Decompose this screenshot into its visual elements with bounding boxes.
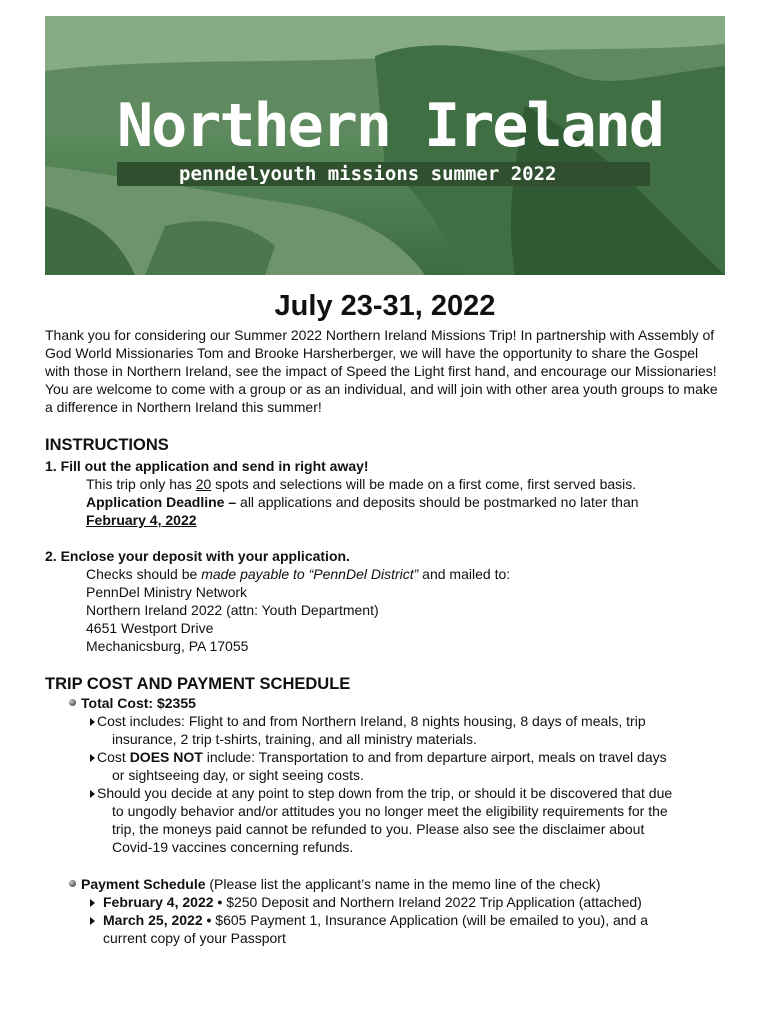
payment-2-date: March 25, 2022 •	[103, 912, 212, 928]
cost-includes-line: insurance, 2 trip t-shirts, training, and all ministry materials.	[112, 731, 477, 747]
arrow-bullet-icon	[90, 790, 95, 798]
step1-spots	[86, 475, 636, 493]
checks-text-pre: Checks should be	[86, 566, 202, 582]
total-cost: Total Cost: $2355	[81, 695, 196, 711]
payment-2-line2: current copy of your Passport	[103, 930, 286, 946]
bullet-icon	[69, 880, 76, 887]
spots-text-pre: This trip only has	[86, 476, 196, 492]
payment-schedule-note: (Please list the applicant’s name in the memo line of the check)	[205, 876, 601, 892]
payment-1	[103, 893, 642, 911]
address-line: PennDel Ministry Network	[86, 584, 248, 600]
refund-policy-line: Covid-19 vaccines concerning refunds.	[112, 839, 354, 855]
refund-policy-line: to ungodly behavior and/or attitudes you no longer meet the eligibility requirements for the	[112, 803, 668, 819]
payment-schedule-label: Payment Schedule	[81, 876, 206, 892]
bullet-icon	[69, 699, 76, 706]
trip-dates: July 23-31, 2022	[274, 290, 496, 322]
not-text-post: include: Transportation to and from departure airport, meals on travel days	[202, 749, 667, 765]
banner-title: Northern Ireland	[117, 91, 663, 161]
address-line: 4651 Westport Drive	[86, 620, 214, 636]
address-line: Northern Ireland 2022 (attn: Youth Department)	[86, 602, 379, 618]
deadline-label: Application Deadline –	[86, 494, 237, 510]
deadline-text: all applications and deposits should be postmarked no later than	[236, 494, 639, 510]
refund-policy-line: trip, the moneys paid cannot be refunded to you. Please also see the disclaimer about	[112, 821, 645, 837]
not-emphasis: DOES NOT	[129, 749, 203, 765]
arrow-bullet-icon	[90, 899, 95, 907]
cost-includes-line: Cost includes: Flight to and from Northern Ireland, 8 nights housing, 8 days of meals, trip	[97, 713, 646, 729]
address-line: Mechanicsburg, PA 17055	[86, 638, 249, 654]
deadline-date: February 4, 2022	[86, 512, 197, 528]
arrow-bullet-icon	[90, 754, 95, 762]
arrow-bullet-icon	[90, 917, 95, 925]
instructions-heading: INSTRUCTIONS	[45, 436, 169, 454]
payment-schedule	[81, 875, 601, 893]
payment-2	[103, 911, 648, 929]
step2-checks	[86, 565, 510, 583]
spots-number: 20	[195, 476, 212, 492]
checks-text-post: and mailed to:	[418, 566, 511, 582]
cost-not-included-line2: or sightseeing day, or sight seeing costs.	[112, 767, 364, 783]
step2-title: 2. Enclose your deposit with your application.	[45, 548, 350, 564]
arrow-bullet-icon	[90, 718, 95, 726]
step1-deadline	[86, 493, 639, 511]
refund-policy-line: Should you decide at any point to step down from the trip, or should it be discovered that due	[97, 785, 673, 801]
payment-1-text: $250 Deposit and Northern Ireland 2022 Trip Application (attached)	[222, 894, 642, 910]
step1-title: 1. Fill out the application and send in right away!	[45, 458, 369, 474]
trip-cost-heading: TRIP COST AND PAYMENT SCHEDULE	[45, 675, 351, 693]
intro-paragraph: Thank you for considering our Summer 2022 Northern Ireland Missions Trip! In partnership with Assembly of God World Missionaries Tom and Brooke Harsherberger, we will have the opportunity to share the Gospel with those in Northern Ireland, see the impact of Speed the Light first hand, and encourage our Missionaries! You are welcome to come with a group or as an individual, and will join with other area youth groups to make a difference in Northern Ireland this summer!	[45, 327, 718, 415]
checks-payee: made payable to “PennDel District”	[201, 566, 419, 582]
header-banner	[45, 16, 725, 275]
payment-1-date: February 4, 2022 •	[103, 894, 223, 910]
spots-text-post: spots and selections will be made on a first come, first served basis.	[211, 476, 637, 492]
payment-2-text: $605 Payment 1, Insurance Application (will be emailed to you), and a	[211, 912, 649, 928]
not-text-pre: Cost	[97, 749, 130, 765]
cost-not-included	[97, 748, 667, 766]
banner-subtitle: penndelyouth missions summer 2022	[117, 162, 650, 186]
